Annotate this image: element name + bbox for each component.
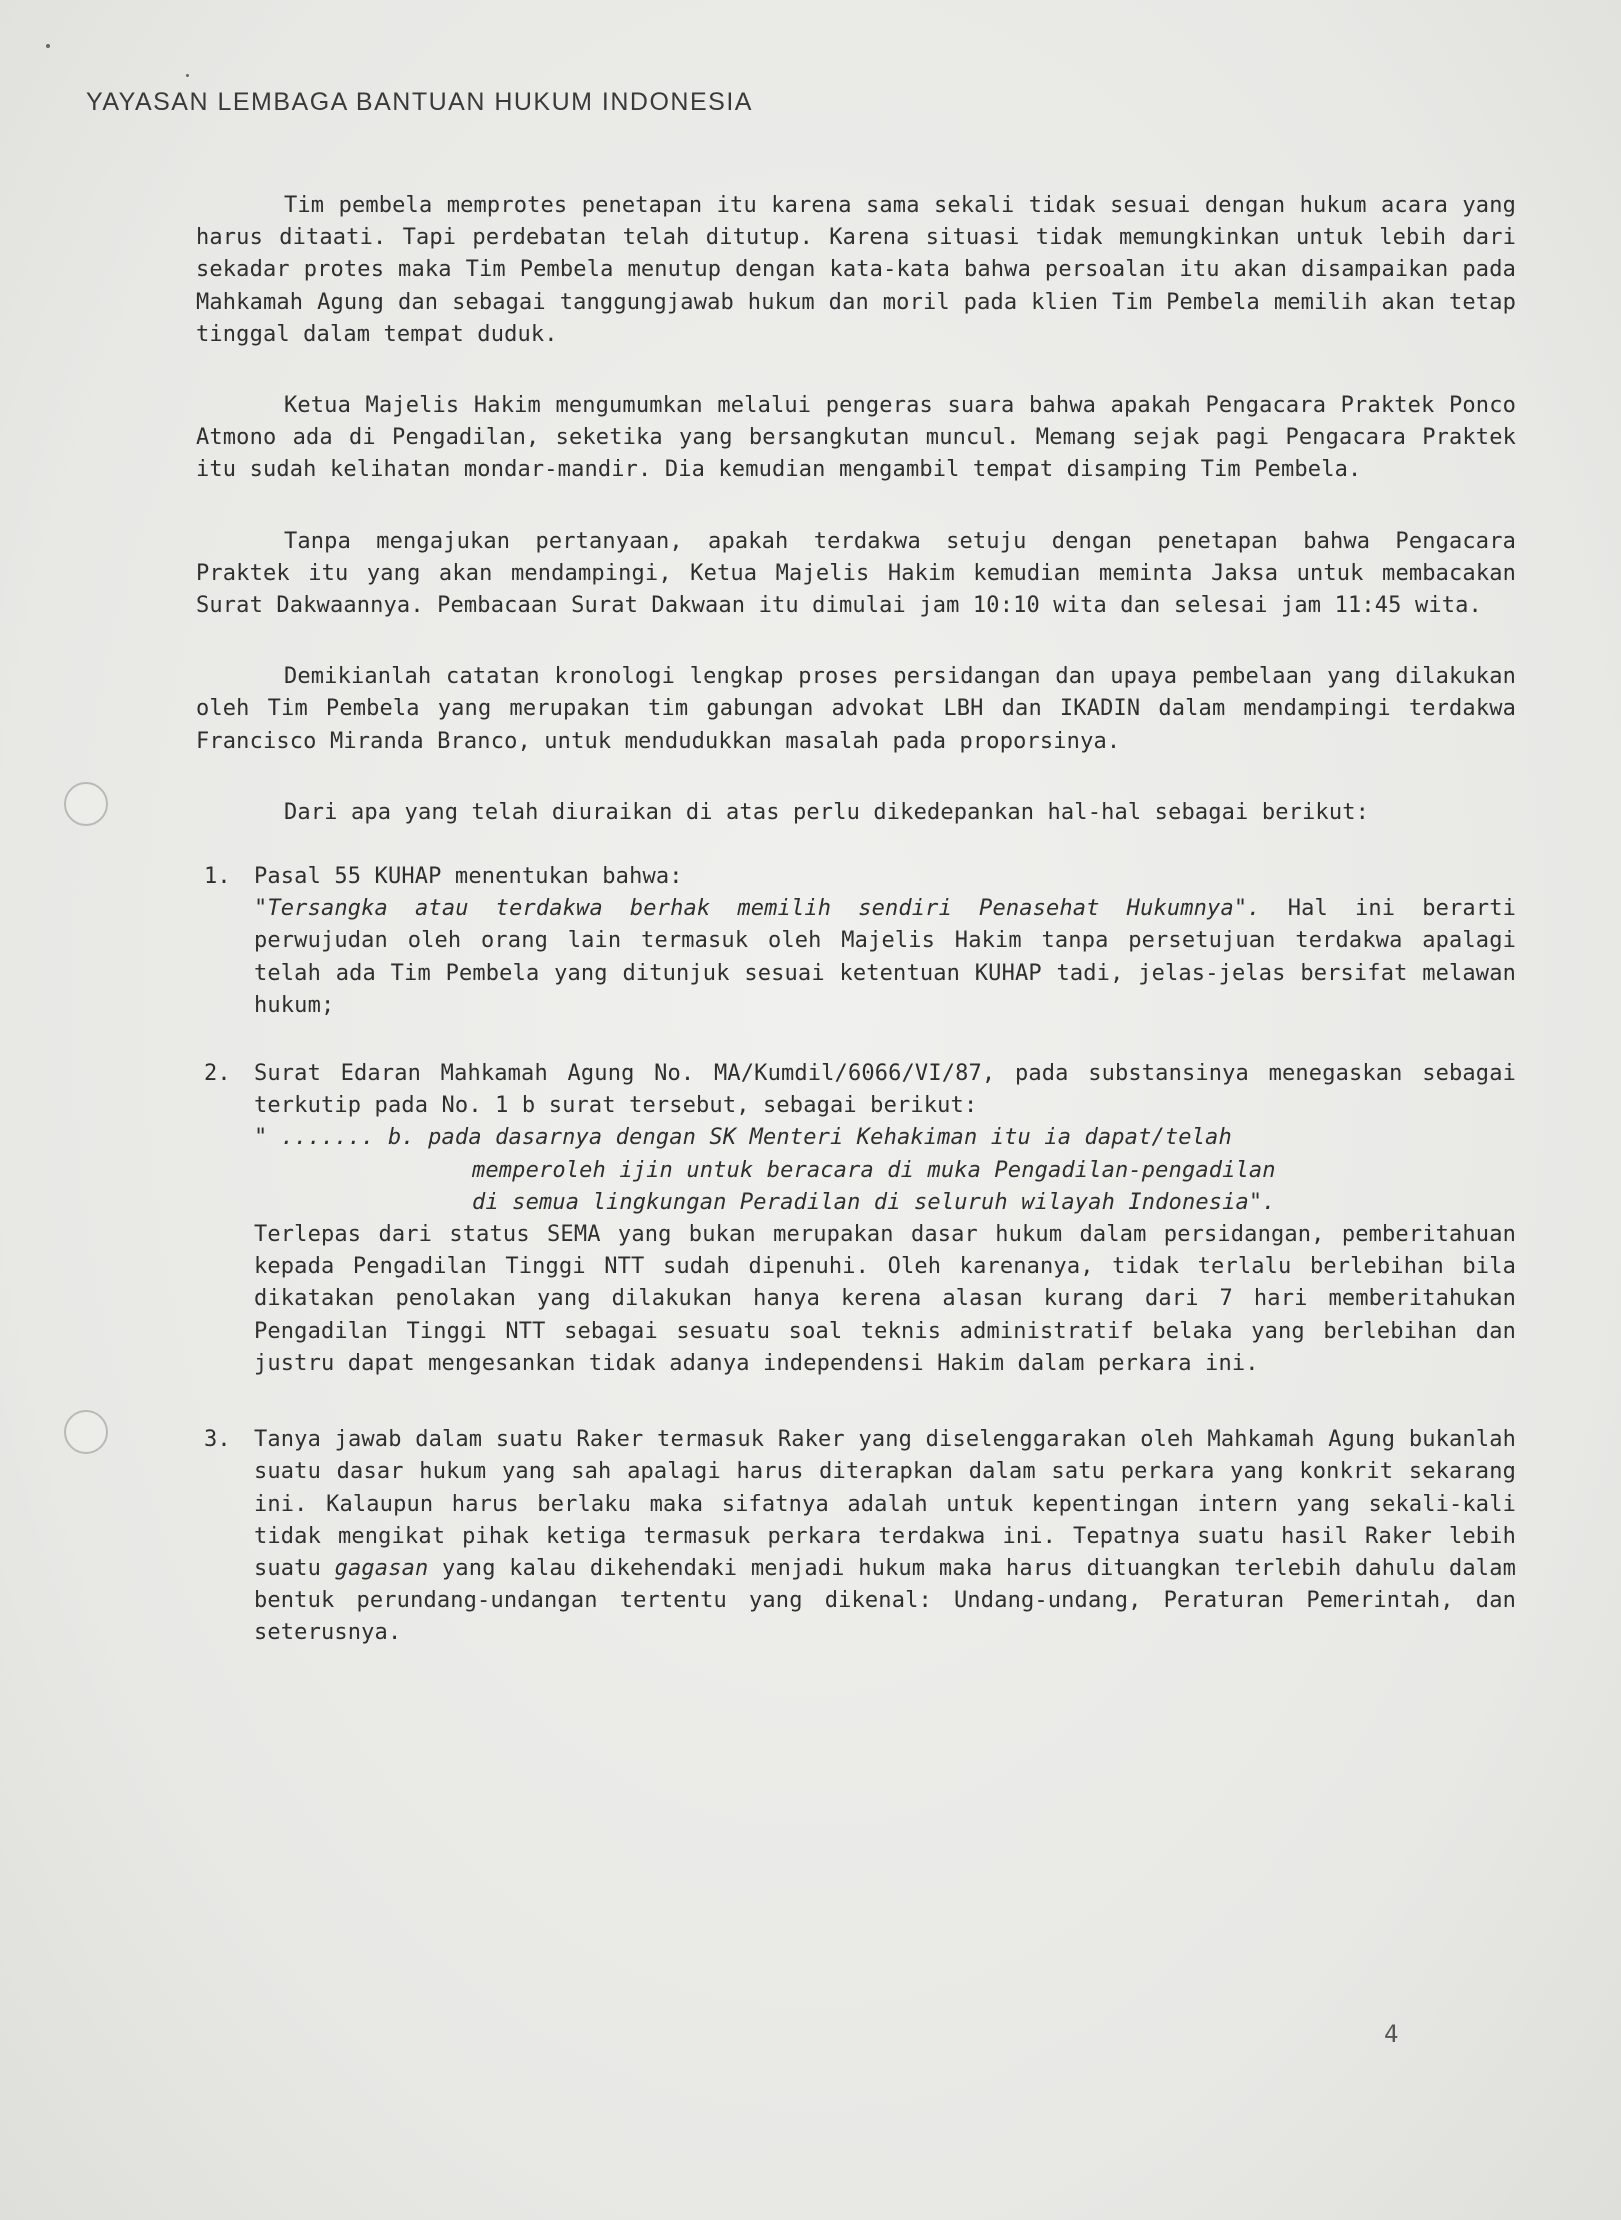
legal-quote-line: " ....... b. pada dasarnya dengan SK Menteri Kehakiman itu ia dapat/telah — [254, 1125, 1232, 1151]
list-item-text: yang kalau dikehendaki menjadi hukum maka harus dituangkan terlebih dahulu dalam bentuk perundang-undangan tertentu yang dikenal: Undang-undang, Peraturan Pemerintah, dan seterusnya. — [254, 1555, 1516, 1646]
list-item — [196, 1424, 1516, 1649]
letterhead: YAYASAN LEMBAGA BANTUAN HUKUM INDONESIA — [86, 88, 753, 116]
document-body — [196, 190, 1516, 1686]
list-item-number: 3. — [204, 1427, 231, 1453]
scan-speck — [186, 74, 189, 77]
list-item-number: 2. — [204, 1061, 231, 1087]
list-item-text: Tanya jawab dalam suatu Raker termasuk Raker yang diselenggarakan oleh Mahkamah Agung bukanlah suatu dasar hukum yang sah apalagi harus diterapkan dalam satu perkara yang konkrit sekarang ini. Kalaupun harus berlaku maka sifatnya adalah untuk kepentingan intern yang sekali-kali tidak mengikat pihak ketiga termasuk perkara terdakwa ini. Tepatnya suatu hasil Raker lebih suatu — [254, 1427, 1516, 1581]
scan-speck — [46, 44, 50, 48]
list-item-rest: Terlepas dari status SEMA yang bukan merupakan dasar hukum dalam persidangan, pemberitahuan kepada Pengadilan Tinggi NTT sudah dipenuhi. Oleh karenanya, tidak terlalu berlebihan bila dikatakan penolakan yang dilakukan hanya kerena alasan kurang dari 7 hari memberitahukan Pengadilan Tinggi NTT sebagai sesuatu soal teknis administratif belaka yang berlebihan dan justru dapat mengesankan tidak adanya independensi Hakim dalam perkara ini. — [254, 1222, 1516, 1376]
paragraph: Demikianlah catatan kronologi lengkap proses persidangan dan upaya pembelaan yang dilakukan oleh Tim Pembela yang merupakan tim gabungan advokat LBH dan IKADIN dalam mendampingi terdakwa Francisco Miranda Branco, untuk mendudukkan masalah pada proporsinya. — [196, 664, 1516, 754]
emphasized-word: gagasan — [334, 1555, 429, 1581]
list-item-body — [254, 861, 1516, 1022]
legal-quote-line: memperoleh ijin untuk beracara di muka Pengadilan-pengadilan — [472, 1157, 1276, 1183]
list-item-number: 1. — [204, 864, 231, 890]
list-item — [196, 861, 1516, 1022]
punch-hole — [64, 782, 108, 826]
list-item — [196, 1058, 1516, 1380]
punch-hole — [64, 1410, 108, 1454]
page-number: 4 — [1384, 2020, 1399, 2048]
list-item-rest: Hal ini berarti perwujudan oleh orang lain termasuk oleh Majelis Hakim tanpa persetujuan terdakwa apalagi telah ada Tim Pembela yang ditunjuk sesuai ketentuan KUHAP tadi, jelas-jelas bersifat melawan hukum; — [254, 896, 1517, 1018]
paragraph: Dari apa yang telah diuraikan di atas perlu dikedepankan hal-hal sebagai berikut: — [284, 799, 1370, 825]
list-item-intro: Pasal 55 KUHAP menentukan bahwa: — [254, 864, 683, 890]
list-item-text — [254, 893, 1516, 1022]
list-item-intro: Surat Edaran Mahkamah Agung No. MA/Kumdil/6066/VI/87, pada substansinya menegaskan sebagai terkutip pada No. 1 b surat tersebut, sebagai berikut: — [254, 1061, 1516, 1119]
list-item-body — [254, 1058, 1516, 1380]
list-item-body — [254, 1424, 1516, 1649]
legal-quote-line: di semua lingkungan Peradilan di seluruh wilayah Indonesia". — [472, 1189, 1276, 1215]
paragraph: Ketua Majelis Hakim mengumumkan melalui pengeras suara bahwa apakah Pengacara Praktek Ponco Atmono ada di Pengadilan, seketika yang bersangkutan muncul. Memang sejak pagi Pengacara Praktek itu sudah kelihatan mondar-mandir. Dia kemudian mengambil tempat disamping Tim Pembela. — [196, 393, 1516, 483]
paragraph: Tim pembela memprotes penetapan itu karena sama sekali tidak sesuai dengan hukum acara yang harus ditaati. Tapi perdebatan telah ditutup. Karena situasi tidak memungkinkan untuk lebih dari sekadar protes maka Tim Pembela menutup dengan kata-kata bahwa persoalan itu akan disampaikan pada Mahkamah Agung dan sebagai tanggungjawab hukum dan moril pada klien Tim Pembela memilih akan tetap tinggal dalam tempat duduk. — [196, 193, 1516, 347]
legal-quote: "Tersangka atau terdakwa berhak memilih sendiri Penasehat Hukumnya". — [254, 896, 1261, 922]
paragraph: Tanpa mengajukan pertanyaan, apakah terdakwa setuju dengan penetapan bahwa Pengacara Praktek itu yang akan mendampingi, Ketua Majelis Hakim kemudian meminta Jaksa untuk membacakan Surat Dakwaannya. Pembacaan Surat Dakwaan itu dimulai jam 10:10 wita dan selesai jam 11:45 wita. — [196, 528, 1516, 619]
